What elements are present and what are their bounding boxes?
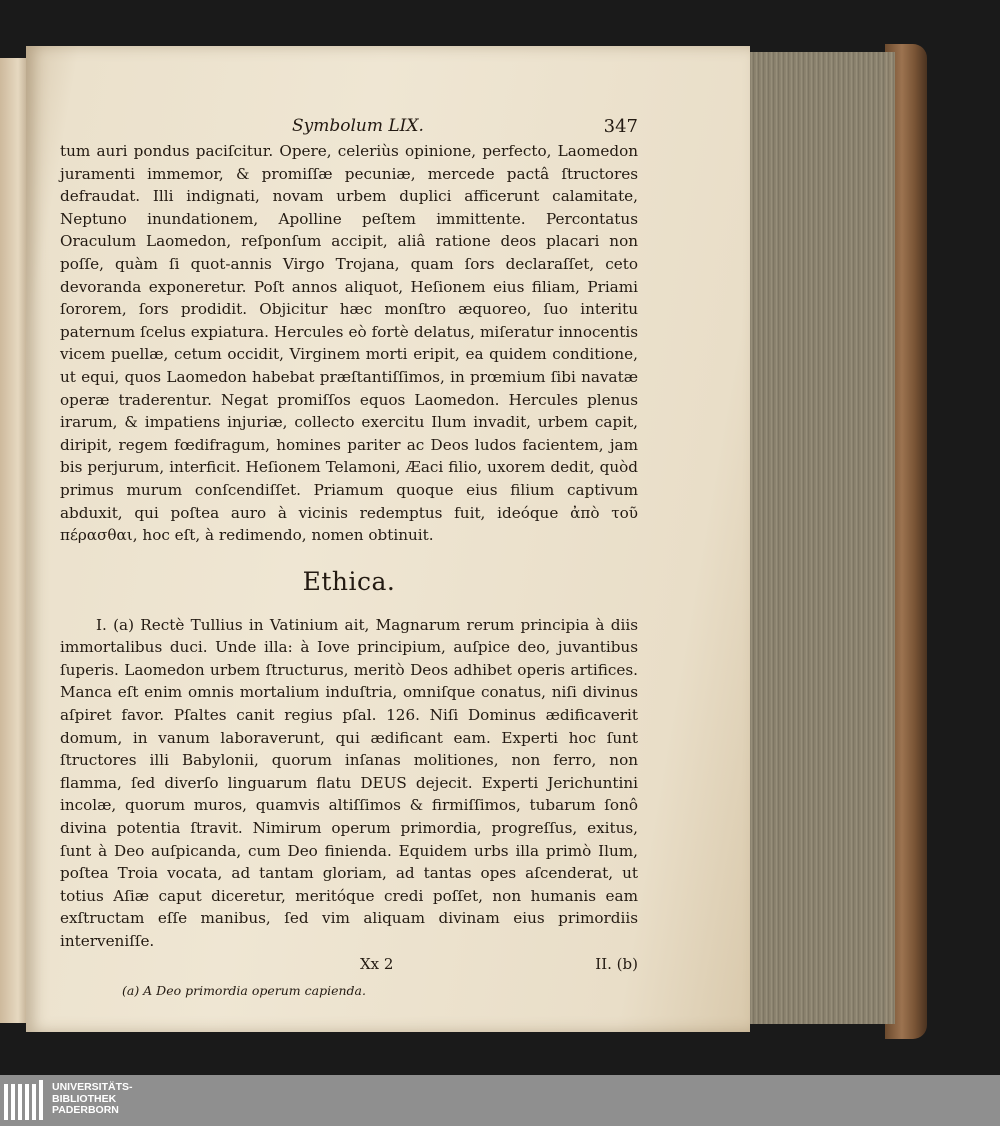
library-name (52, 1082, 133, 1117)
running-head (60, 112, 638, 140)
library-name-line-2: BIBLIOTHEK (52, 1092, 117, 1105)
catchword: II. (b) (595, 954, 638, 973)
paragraph-2-text: (a) Rectè Tullius in Vatinium ait, Magnarum rerum principia à diis immortalibus duci. Unde illa: à Iove principium, auſpice deo, juvantibus ſuperis. Laomedon urbem ſtructurus, meritò Deos adhibet operis artifices. Manca eſt enim omnis mortalium induſtria, omniſque conatus, niſi divinus aſpiret favor. Pſaltes canit regius pſal. 126. Niſi Dominus ædificaverit domum, in vanum laboraverunt, qui ædificant eam. Experti hoc ſunt ſtructores illi Babylonii, quorum inſanas molitiones, non ferro, non flamma, ſed diverſo linguarum flatu DEUS dejecit. Experti Jerichuntini incolæ, quorum muros, quamvis altiſſimos & firmiſſimos, tubarum ſonô divina potentia ſtravit. Nimirum operum primordia, progreſſus, exitus, ſunt à Deo auſpicanda, cum Deo finienda. Equidem urbs illa primò Ilum, poſtea Troia vocata, ad tantam gloriam, ad tantas opes aſcenderat, ut totius Aſiæ caput diceretur, meritóque credi poſſet, non humanis eam exſtructam eſſe manibus, ſed vim aliquam divinam eius primordiis interveniſſe. (60, 615, 638, 950)
page-content (60, 112, 638, 998)
library-name-line-1: UNIVERSITÄTS- (52, 1081, 133, 1093)
page-number: 347 (603, 116, 638, 137)
library-name-line-3: PADERBORN (52, 1104, 119, 1116)
running-title: Symbolum LIX. (292, 116, 424, 136)
body-text (60, 140, 638, 953)
paragraph-1: tum auri pondus paciſcitur. Opere, celeriùs opinione, perfecto, Laomedon juramenti immemor, & promiſſæ pecuniæ, mercede pactâ ſtructores defraudat. Illi indignati, novam urbem duplici afficerunt calamitate, Neptuno inundationem, Apolline peſtem immittente. Percontatus Oraculum Laomedon, reſponſum accipit, aliâ ratione deos placari non poſſe, quàm ſi quot-annis Virgo Trojana, quam ſors declaraſſet, ceto devoranda exponeretur. Poſt annos aliquot, Heſionem eius filiam, Priami ſororem, ſors prodidit. Objicitur hæc monſtro æquoreo, ſuo interitu paternum ſcelus expiatura. Hercules eò fortè delatus, miſeratur innocentis vicem puellæ, cetum occidit, Virginem morti eripit, ea quidem conditione, ut equi, quos Laomedon habebat præſtantiſſimos, in prœmium ſibi navatæ operæ traderentur. Negat promiſſos equos Laomedon. Hercules plenus irarum, & impatiens injuriæ, collecto exercitu Ilum invadit, urbem capit, diripit, regem fœdifragum, homines pariter ac Deos ludos facientem, jam bis perjurum, interficit. Heſionem Telamoni, Æaci filio, uxorem dedit, quòd primus murum conſcendiſſet. Priamum quoque eius filium captivum abduxit, qui poſtea auro à vicinis redemptus fuit, ideóque ἀπὸ τοῦ πέρασθαι, hoc eſt, à redimendo, nomen obtinuit. (60, 142, 638, 545)
page-fore-edge (735, 52, 895, 1024)
signature-mark: Xx 2 (360, 954, 394, 973)
library-footer (0, 1075, 1000, 1126)
section-heading: Ethica. (302, 566, 396, 596)
footnote: (a) A Deo primordia operum capienda. (122, 982, 366, 998)
library-logo-icon (4, 1080, 46, 1120)
paragraph-2 (60, 614, 638, 953)
paragraph-2-label: I. (96, 615, 107, 634)
catch-line (60, 955, 638, 979)
